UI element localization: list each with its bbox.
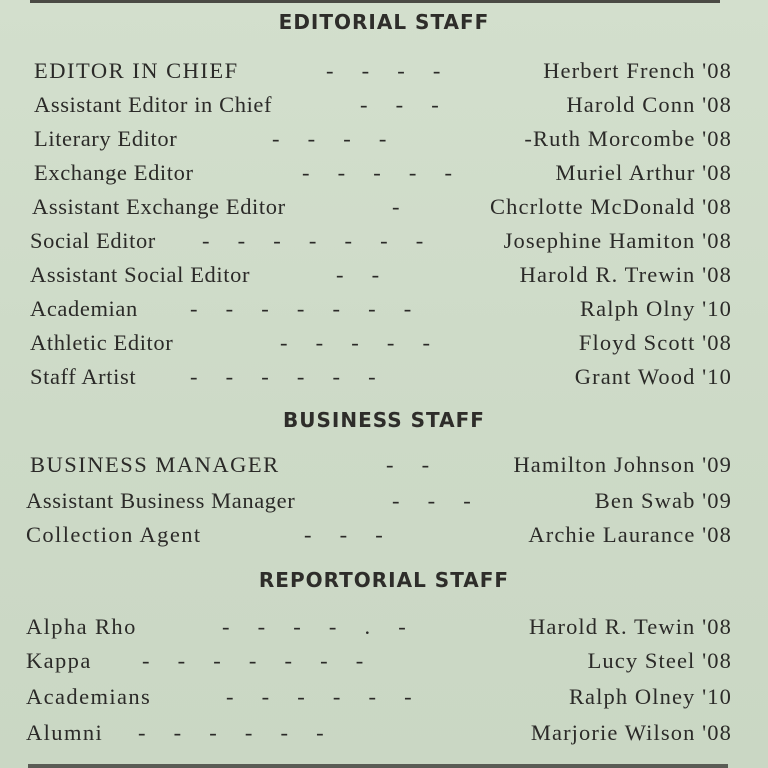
top-rule — [30, 0, 720, 3]
leader-dashes: - — [392, 194, 400, 219]
staff-row — [26, 58, 732, 90]
member-name: Archie Laurance '08 — [528, 522, 732, 547]
role-label: EDITOR IN CHIEF — [34, 58, 239, 83]
leader-dashes: - - - - - - - — [190, 296, 412, 321]
role-label: Literary Editor — [34, 126, 178, 151]
leader-dashes: - - - - . - — [222, 614, 406, 639]
leader-dashes: - - — [336, 262, 380, 287]
staff-row — [26, 364, 732, 396]
role-label: Alumni — [26, 720, 104, 745]
bottom-rule — [28, 764, 728, 768]
role-label: Kappa — [26, 648, 92, 673]
role-label: BUSINESS MANAGER — [30, 452, 280, 477]
leader-dashes: - - - - — [326, 58, 441, 83]
staff-row — [26, 648, 732, 680]
leader-dashes: - - - - - — [280, 330, 430, 355]
member-name: Marjorie Wilson '08 — [530, 720, 732, 745]
leader-dashes: - - - — [392, 488, 471, 513]
member-name: Ralph Olney '10 — [568, 684, 732, 709]
member-name: Ben Swab '09 — [594, 488, 732, 513]
member-name: Herbert French '08 — [543, 58, 732, 83]
leader-dashes: - - - - - - - — [202, 228, 424, 253]
role-label: Exchange Editor — [34, 160, 194, 185]
role-label: Assistant Business Manager — [26, 488, 296, 513]
staff-row — [26, 160, 732, 192]
member-name: Harold R. Trewin '08 — [519, 262, 732, 287]
leader-dashes: - - - - — [272, 126, 387, 151]
member-name: Chcrlotte McDonald '08 — [490, 194, 732, 219]
role-label: Assistant Editor in Chief — [34, 92, 273, 117]
role-label: Assistant Exchange Editor — [32, 194, 286, 219]
member-name: Floyd Scott '08 — [578, 330, 732, 355]
staff-row — [26, 262, 732, 294]
role-label: Social Editor — [30, 228, 156, 253]
editorial-staff-heading: EDITORIAL STAFF — [278, 10, 490, 34]
role-label: Alpha Rho — [26, 614, 137, 639]
staff-row — [26, 92, 732, 124]
staff-row — [26, 488, 732, 520]
staff-row — [26, 614, 732, 646]
role-label: Athletic Editor — [30, 330, 174, 355]
role-label: Academians — [26, 684, 152, 709]
leader-dashes: - - - - - - — [190, 364, 376, 389]
member-name: Josephine Hamiton '08 — [503, 228, 732, 253]
member-name: Grant Wood '10 — [574, 364, 732, 389]
role-label: Assistant Social Editor — [30, 262, 251, 287]
staff-row — [26, 296, 732, 328]
member-name: Harold R. Tewin '08 — [529, 614, 732, 639]
leader-dashes: - - - - - — [302, 160, 452, 185]
member-name: -Ruth Morcombe '08 — [524, 126, 732, 151]
staff-row — [26, 684, 732, 716]
staff-row — [26, 194, 732, 226]
leader-dashes: - - - - - - — [226, 684, 412, 709]
role-label: Staff Artist — [30, 364, 137, 389]
leader-dashes: - - - - - - — [138, 720, 324, 745]
role-label: Academian — [30, 296, 138, 321]
staff-row — [26, 522, 732, 554]
staff-row — [26, 720, 732, 752]
staff-row — [26, 126, 732, 158]
leader-dashes: - - — [386, 452, 430, 477]
member-name: Muriel Arthur '08 — [555, 160, 732, 185]
member-name: Harold Conn '08 — [566, 92, 732, 117]
member-name: Lucy Steel '08 — [587, 648, 732, 673]
leader-dashes: - - - — [360, 92, 439, 117]
staff-row — [26, 452, 732, 484]
member-name: Hamilton Johnson '09 — [513, 452, 732, 477]
reportorial-staff-heading: REPORTORIAL STAFF — [258, 568, 510, 592]
member-name: Ralph Olny '10 — [580, 296, 732, 321]
staff-row — [26, 330, 732, 362]
leader-dashes: - - - — [304, 522, 383, 547]
leader-dashes: - - - - - - - — [142, 648, 364, 673]
business-staff-heading: BUSINESS STAFF — [283, 408, 485, 432]
role-label: Collection Agent — [26, 522, 202, 547]
staff-row — [26, 228, 732, 260]
